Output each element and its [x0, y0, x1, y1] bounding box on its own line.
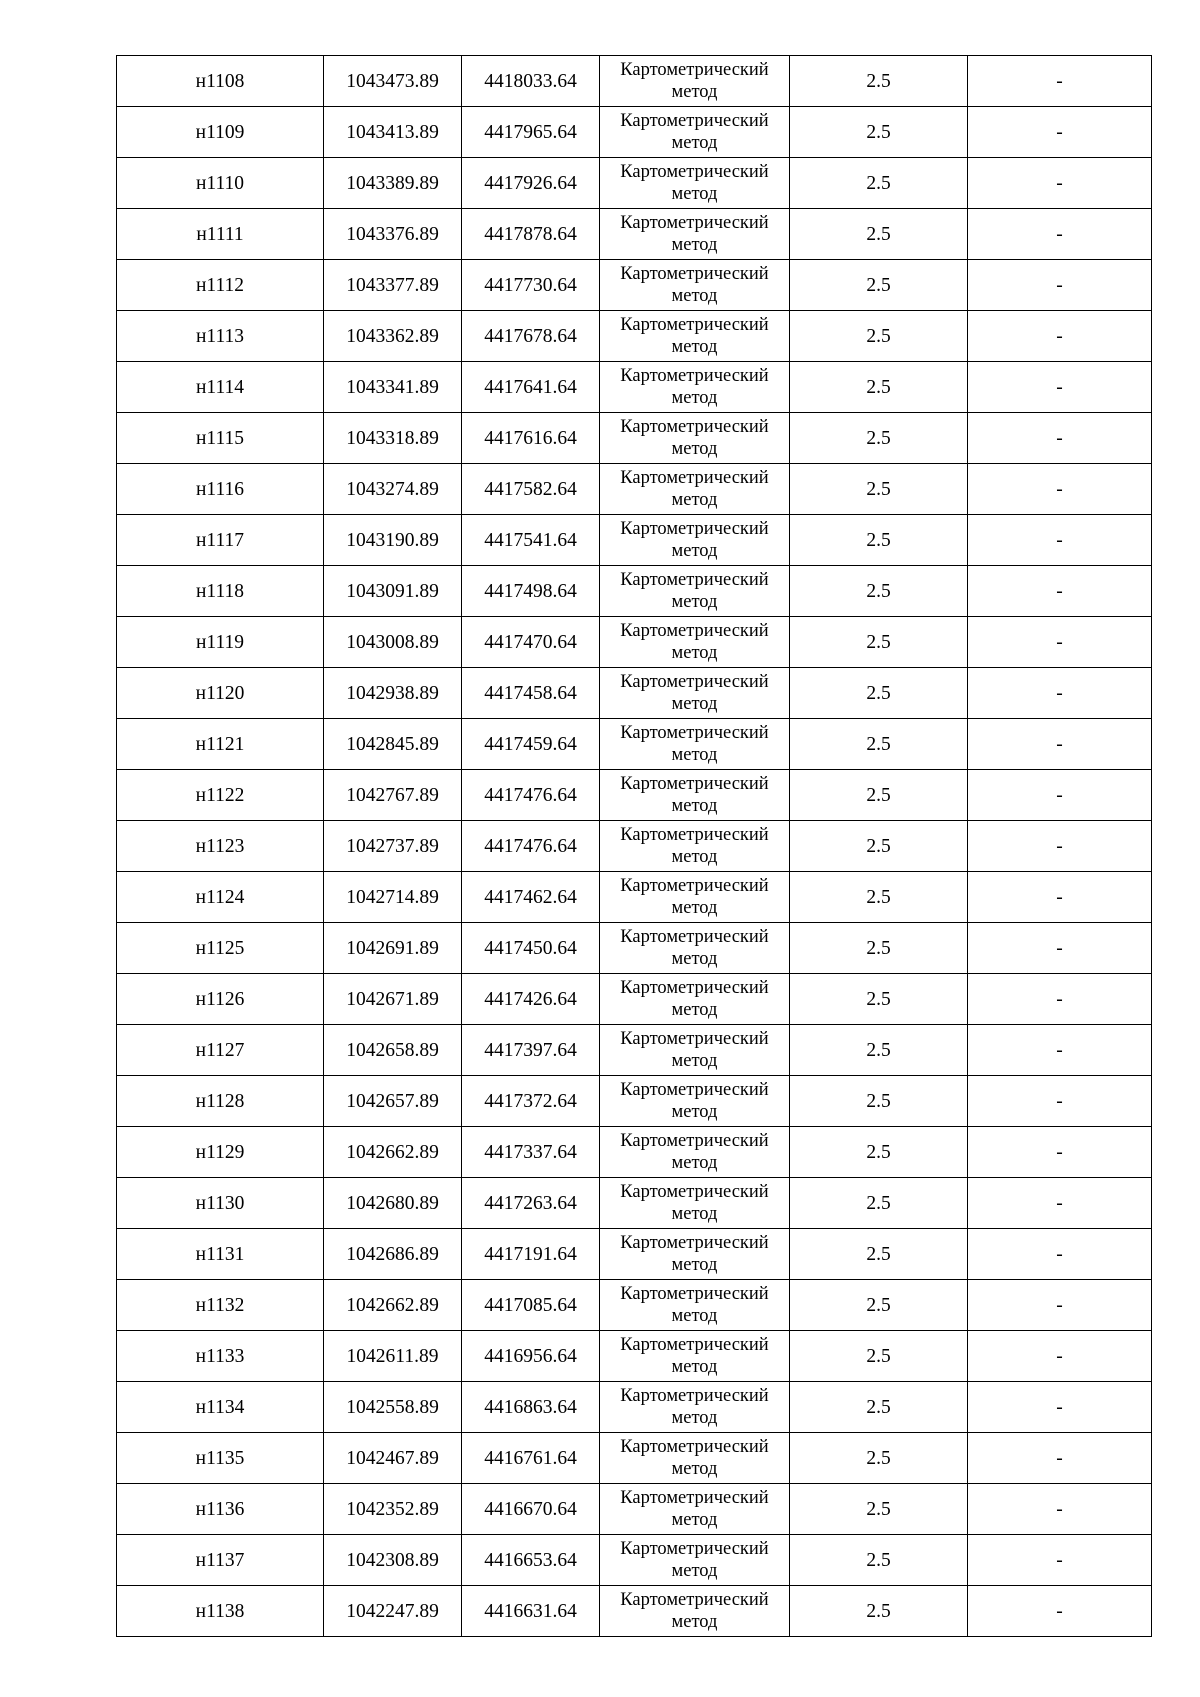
x-coordinate-cell: 1043190.89 — [324, 515, 462, 566]
accuracy-cell: 2.5 — [790, 1025, 968, 1076]
description-cell: - — [968, 617, 1152, 668]
table-row — [117, 515, 1152, 566]
method-cell — [600, 311, 790, 362]
accuracy-cell: 2.5 — [790, 872, 968, 923]
method-cell — [600, 719, 790, 770]
method-cell — [600, 1535, 790, 1586]
method-text: Картометрический метод — [620, 825, 769, 867]
y-coordinate-cell: 4417263.64 — [462, 1178, 600, 1229]
x-coordinate-cell: 1042308.89 — [324, 1535, 462, 1586]
table-row — [117, 1025, 1152, 1076]
y-coordinate-cell: 4417926.64 — [462, 158, 600, 209]
table-row — [117, 1484, 1152, 1535]
x-coordinate-cell: 1042680.89 — [324, 1178, 462, 1229]
point-id-cell: н1117 — [117, 515, 324, 566]
point-id-cell: н1137 — [117, 1535, 324, 1586]
y-coordinate-cell: 4417616.64 — [462, 413, 600, 464]
accuracy-cell: 2.5 — [790, 719, 968, 770]
table-row — [117, 311, 1152, 362]
description-cell: - — [968, 1178, 1152, 1229]
x-coordinate-cell: 1042558.89 — [324, 1382, 462, 1433]
method-text: Картометрический метод — [620, 213, 769, 255]
point-id-cell: н1113 — [117, 311, 324, 362]
method-cell — [600, 1229, 790, 1280]
method-text: Картометрический метод — [620, 366, 769, 408]
accuracy-cell: 2.5 — [790, 1586, 968, 1637]
method-cell — [600, 1280, 790, 1331]
method-text: Картометрический метод — [620, 927, 769, 969]
method-text: Картометрический метод — [620, 1335, 769, 1377]
point-id-cell: н1127 — [117, 1025, 324, 1076]
point-id-cell: н1108 — [117, 56, 324, 107]
method-text: Картометрический метод — [620, 468, 769, 510]
method-cell — [600, 362, 790, 413]
y-coordinate-cell: 4417462.64 — [462, 872, 600, 923]
method-cell — [600, 56, 790, 107]
accuracy-cell: 2.5 — [790, 1229, 968, 1280]
accuracy-cell: 2.5 — [790, 1076, 968, 1127]
y-coordinate-cell: 4416653.64 — [462, 1535, 600, 1586]
x-coordinate-cell: 1042247.89 — [324, 1586, 462, 1637]
point-id-cell: н1119 — [117, 617, 324, 668]
x-coordinate-cell: 1042662.89 — [324, 1280, 462, 1331]
table-row — [117, 1382, 1152, 1433]
description-cell: - — [968, 770, 1152, 821]
y-coordinate-cell: 4418033.64 — [462, 56, 600, 107]
table-row — [117, 872, 1152, 923]
point-id-cell: н1130 — [117, 1178, 324, 1229]
method-cell — [600, 1076, 790, 1127]
accuracy-cell: 2.5 — [790, 1178, 968, 1229]
y-coordinate-cell: 4417191.64 — [462, 1229, 600, 1280]
x-coordinate-cell: 1043473.89 — [324, 56, 462, 107]
method-text: Картометрический метод — [620, 1437, 769, 1479]
point-id-cell: н1133 — [117, 1331, 324, 1382]
method-text: Картометрический метод — [620, 315, 769, 357]
point-id-cell: н1124 — [117, 872, 324, 923]
table-row — [117, 413, 1152, 464]
method-cell — [600, 107, 790, 158]
method-text: Картометрический метод — [620, 1488, 769, 1530]
y-coordinate-cell: 4417541.64 — [462, 515, 600, 566]
y-coordinate-cell: 4417498.64 — [462, 566, 600, 617]
table-row — [117, 1127, 1152, 1178]
x-coordinate-cell: 1042691.89 — [324, 923, 462, 974]
table-row — [117, 923, 1152, 974]
y-coordinate-cell: 4417678.64 — [462, 311, 600, 362]
x-coordinate-cell: 1043274.89 — [324, 464, 462, 515]
description-cell: - — [968, 260, 1152, 311]
table-row — [117, 1433, 1152, 1484]
x-coordinate-cell: 1042352.89 — [324, 1484, 462, 1535]
method-cell — [600, 209, 790, 260]
description-cell: - — [968, 209, 1152, 260]
method-cell — [600, 1484, 790, 1535]
point-id-cell: н1120 — [117, 668, 324, 719]
x-coordinate-cell: 1042467.89 — [324, 1433, 462, 1484]
description-cell: - — [968, 974, 1152, 1025]
description-cell: - — [968, 872, 1152, 923]
description-cell: - — [968, 1535, 1152, 1586]
accuracy-cell: 2.5 — [790, 1280, 968, 1331]
description-cell: - — [968, 1076, 1152, 1127]
accuracy-cell: 2.5 — [790, 158, 968, 209]
method-cell — [600, 515, 790, 566]
y-coordinate-cell: 4416956.64 — [462, 1331, 600, 1382]
table-row — [117, 362, 1152, 413]
accuracy-cell: 2.5 — [790, 413, 968, 464]
y-coordinate-cell: 4416761.64 — [462, 1433, 600, 1484]
table-row — [117, 1229, 1152, 1280]
method-cell — [600, 1586, 790, 1637]
method-text: Картометрический метод — [620, 1029, 769, 1071]
point-id-cell: н1126 — [117, 974, 324, 1025]
table-row — [117, 1586, 1152, 1637]
table-row — [117, 1280, 1152, 1331]
y-coordinate-cell: 4417476.64 — [462, 821, 600, 872]
x-coordinate-cell: 1042686.89 — [324, 1229, 462, 1280]
x-coordinate-cell: 1042657.89 — [324, 1076, 462, 1127]
table-row — [117, 1331, 1152, 1382]
accuracy-cell: 2.5 — [790, 974, 968, 1025]
method-cell — [600, 260, 790, 311]
point-id-cell: н1111 — [117, 209, 324, 260]
method-text: Картометрический метод — [620, 774, 769, 816]
method-text: Картометрический метод — [620, 1386, 769, 1428]
point-id-cell: н1134 — [117, 1382, 324, 1433]
point-id-cell: н1128 — [117, 1076, 324, 1127]
method-cell — [600, 974, 790, 1025]
method-cell — [600, 617, 790, 668]
y-coordinate-cell: 4416863.64 — [462, 1382, 600, 1433]
point-id-cell: н1122 — [117, 770, 324, 821]
table-row — [117, 260, 1152, 311]
method-cell — [600, 1025, 790, 1076]
method-cell — [600, 1178, 790, 1229]
method-text: Картометрический метод — [620, 1182, 769, 1224]
method-text: Картометрический метод — [620, 60, 769, 102]
y-coordinate-cell: 4417459.64 — [462, 719, 600, 770]
method-cell — [600, 158, 790, 209]
method-cell — [600, 464, 790, 515]
y-coordinate-cell: 4417878.64 — [462, 209, 600, 260]
x-coordinate-cell: 1043341.89 — [324, 362, 462, 413]
description-cell: - — [968, 1586, 1152, 1637]
method-text: Картометрический метод — [620, 978, 769, 1020]
accuracy-cell: 2.5 — [790, 1535, 968, 1586]
table-row — [117, 158, 1152, 209]
description-cell: - — [968, 56, 1152, 107]
method-text: Картометрический метод — [620, 1590, 769, 1632]
accuracy-cell: 2.5 — [790, 923, 968, 974]
method-cell — [600, 566, 790, 617]
description-cell: - — [968, 1331, 1152, 1382]
method-cell — [600, 923, 790, 974]
table-row — [117, 1178, 1152, 1229]
table-row — [117, 1535, 1152, 1586]
table-row — [117, 974, 1152, 1025]
accuracy-cell: 2.5 — [790, 311, 968, 362]
method-text: Картометрический метод — [620, 1080, 769, 1122]
method-cell — [600, 668, 790, 719]
method-text: Картометрический метод — [620, 1131, 769, 1173]
method-text: Картометрический метод — [620, 264, 769, 306]
accuracy-cell: 2.5 — [790, 56, 968, 107]
table-row — [117, 617, 1152, 668]
accuracy-cell: 2.5 — [790, 1484, 968, 1535]
method-text: Картометрический метод — [620, 162, 769, 204]
x-coordinate-cell: 1043091.89 — [324, 566, 462, 617]
y-coordinate-cell: 4417965.64 — [462, 107, 600, 158]
y-coordinate-cell: 4417476.64 — [462, 770, 600, 821]
table-row — [117, 821, 1152, 872]
table-row — [117, 56, 1152, 107]
table-row — [117, 566, 1152, 617]
description-cell: - — [968, 1280, 1152, 1331]
accuracy-cell: 2.5 — [790, 770, 968, 821]
y-coordinate-cell: 4417450.64 — [462, 923, 600, 974]
x-coordinate-cell: 1042767.89 — [324, 770, 462, 821]
coordinates-table — [116, 55, 1152, 1637]
method-text: Картометрический метод — [620, 672, 769, 714]
table-row — [117, 1076, 1152, 1127]
x-coordinate-cell: 1043362.89 — [324, 311, 462, 362]
description-cell: - — [968, 1127, 1152, 1178]
table-row — [117, 668, 1152, 719]
description-cell: - — [968, 413, 1152, 464]
method-text: Картометрический метод — [620, 417, 769, 459]
accuracy-cell: 2.5 — [790, 617, 968, 668]
point-id-cell: н1116 — [117, 464, 324, 515]
x-coordinate-cell: 1042938.89 — [324, 668, 462, 719]
description-cell: - — [968, 107, 1152, 158]
x-coordinate-cell: 1043389.89 — [324, 158, 462, 209]
accuracy-cell: 2.5 — [790, 1433, 968, 1484]
description-cell: - — [968, 158, 1152, 209]
table-row — [117, 209, 1152, 260]
accuracy-cell: 2.5 — [790, 821, 968, 872]
method-cell — [600, 1433, 790, 1484]
method-cell — [600, 821, 790, 872]
x-coordinate-cell: 1042662.89 — [324, 1127, 462, 1178]
method-cell — [600, 872, 790, 923]
x-coordinate-cell: 1042611.89 — [324, 1331, 462, 1382]
y-coordinate-cell: 4417337.64 — [462, 1127, 600, 1178]
x-coordinate-cell: 1043377.89 — [324, 260, 462, 311]
x-coordinate-cell: 1042714.89 — [324, 872, 462, 923]
y-coordinate-cell: 4417085.64 — [462, 1280, 600, 1331]
table-row — [117, 107, 1152, 158]
method-cell — [600, 1382, 790, 1433]
method-cell — [600, 1331, 790, 1382]
y-coordinate-cell: 4417730.64 — [462, 260, 600, 311]
method-text: Картометрический метод — [620, 1539, 769, 1581]
description-cell: - — [968, 1382, 1152, 1433]
y-coordinate-cell: 4417470.64 — [462, 617, 600, 668]
x-coordinate-cell: 1043413.89 — [324, 107, 462, 158]
accuracy-cell: 2.5 — [790, 362, 968, 413]
description-cell: - — [968, 464, 1152, 515]
description-cell: - — [968, 515, 1152, 566]
x-coordinate-cell: 1043376.89 — [324, 209, 462, 260]
point-id-cell: н1136 — [117, 1484, 324, 1535]
description-cell: - — [968, 1229, 1152, 1280]
description-cell: - — [968, 362, 1152, 413]
description-cell: - — [968, 668, 1152, 719]
x-coordinate-cell: 1042671.89 — [324, 974, 462, 1025]
description-cell: - — [968, 821, 1152, 872]
table-row — [117, 464, 1152, 515]
description-cell: - — [968, 719, 1152, 770]
method-text: Картометрический метод — [620, 1233, 769, 1275]
y-coordinate-cell: 4417641.64 — [462, 362, 600, 413]
accuracy-cell: 2.5 — [790, 1382, 968, 1433]
point-id-cell: н1123 — [117, 821, 324, 872]
accuracy-cell: 2.5 — [790, 1127, 968, 1178]
point-id-cell: н1114 — [117, 362, 324, 413]
description-cell: - — [968, 1484, 1152, 1535]
point-id-cell: н1121 — [117, 719, 324, 770]
y-coordinate-cell: 4416670.64 — [462, 1484, 600, 1535]
x-coordinate-cell: 1043318.89 — [324, 413, 462, 464]
point-id-cell: н1118 — [117, 566, 324, 617]
coordinates-table-body — [117, 56, 1152, 1637]
table-row — [117, 770, 1152, 821]
method-text: Картометрический метод — [620, 723, 769, 765]
description-cell: - — [968, 1025, 1152, 1076]
point-id-cell: н1125 — [117, 923, 324, 974]
accuracy-cell: 2.5 — [790, 209, 968, 260]
accuracy-cell: 2.5 — [790, 668, 968, 719]
point-id-cell: н1135 — [117, 1433, 324, 1484]
table-row — [117, 719, 1152, 770]
method-cell — [600, 413, 790, 464]
method-text: Картометрический метод — [620, 621, 769, 663]
point-id-cell: н1109 — [117, 107, 324, 158]
accuracy-cell: 2.5 — [790, 464, 968, 515]
x-coordinate-cell: 1043008.89 — [324, 617, 462, 668]
accuracy-cell: 2.5 — [790, 515, 968, 566]
description-cell: - — [968, 566, 1152, 617]
method-text: Картометрический метод — [620, 1284, 769, 1326]
y-coordinate-cell: 4417426.64 — [462, 974, 600, 1025]
point-id-cell: н1110 — [117, 158, 324, 209]
point-id-cell: н1129 — [117, 1127, 324, 1178]
method-cell — [600, 1127, 790, 1178]
description-cell: - — [968, 311, 1152, 362]
point-id-cell: н1112 — [117, 260, 324, 311]
point-id-cell: н1131 — [117, 1229, 324, 1280]
method-text: Картометрический метод — [620, 570, 769, 612]
point-id-cell: н1132 — [117, 1280, 324, 1331]
accuracy-cell: 2.5 — [790, 260, 968, 311]
point-id-cell: н1138 — [117, 1586, 324, 1637]
y-coordinate-cell: 4417397.64 — [462, 1025, 600, 1076]
accuracy-cell: 2.5 — [790, 1331, 968, 1382]
method-cell — [600, 770, 790, 821]
y-coordinate-cell: 4416631.64 — [462, 1586, 600, 1637]
point-id-cell: н1115 — [117, 413, 324, 464]
description-cell: - — [968, 1433, 1152, 1484]
x-coordinate-cell: 1042845.89 — [324, 719, 462, 770]
accuracy-cell: 2.5 — [790, 107, 968, 158]
method-text: Картометрический метод — [620, 519, 769, 561]
y-coordinate-cell: 4417372.64 — [462, 1076, 600, 1127]
description-cell: - — [968, 923, 1152, 974]
y-coordinate-cell: 4417458.64 — [462, 668, 600, 719]
y-coordinate-cell: 4417582.64 — [462, 464, 600, 515]
x-coordinate-cell: 1042658.89 — [324, 1025, 462, 1076]
method-text: Картометрический метод — [620, 111, 769, 153]
accuracy-cell: 2.5 — [790, 566, 968, 617]
x-coordinate-cell: 1042737.89 — [324, 821, 462, 872]
method-text: Картометрический метод — [620, 876, 769, 918]
